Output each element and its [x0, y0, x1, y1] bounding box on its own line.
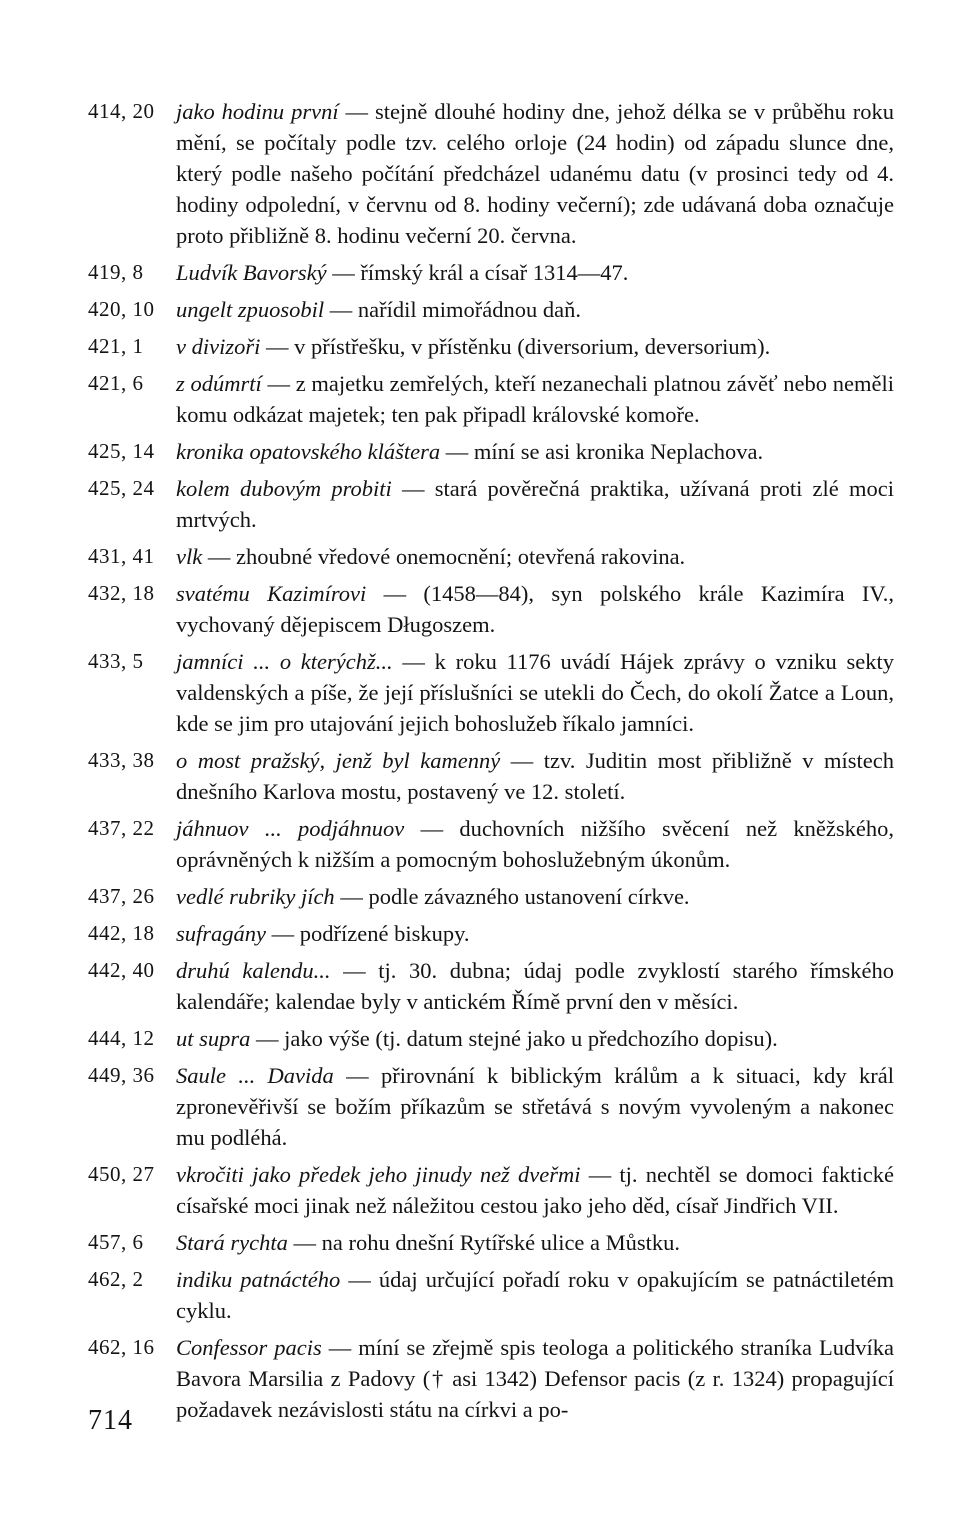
note-entry — [88, 955, 894, 1017]
note-entry — [88, 294, 894, 325]
note-lemma: Ludvík Bavorský — [176, 260, 327, 285]
note-explanation: — stejně dlouhé hodiny dne, jehož délka se v průběhu roku mění, se počítaly podle tzv. celého orloje (24 hodin) od západu slunce dne, který podle našeho počítání předcházel udanému datu (v prosinci tedy od 4. hodiny odpolední, v červnu od 8. hodiny večerní); zde udávaná doba označuje proto přibližně 8. hodinu večerní 20. června. — [176, 99, 895, 248]
note-explanation: — tzv. Juditin most přibližně v místech dnešního Karlova mostu, postavený ve 12. století. — [176, 748, 894, 804]
note-entry — [88, 1264, 894, 1326]
page-number: 714 — [88, 1405, 133, 1436]
note-entry — [88, 436, 894, 467]
note-entry — [88, 96, 894, 251]
note-explanation: — římský král a císař 1314—47. — [326, 260, 629, 285]
note-reference: 462, 16 — [88, 1335, 155, 1359]
note-reference: 437, 22 — [88, 816, 155, 840]
note-lemma: kronika opatovského kláštera — [176, 439, 441, 464]
explanatory-notes — [88, 96, 894, 1431]
note-reference: 420, 10 — [88, 297, 155, 321]
note-explanation: — k roku 1176 uvádí Hájek zprávy o vzniku sekty valdenských a píše, že její příslušníci se utekli do Čech, do okolí Žatce a Loun, kde se jim pro utajování jejich bohoslužeb říkalo jamníci. — [176, 649, 894, 736]
note-reference: 419, 8 — [88, 260, 144, 284]
note-reference: 425, 24 — [88, 476, 155, 500]
note-lemma: kolem dubovým probiti — [176, 476, 392, 501]
note-reference: 425, 14 — [88, 439, 155, 463]
note-lemma: vkročiti jako předek jeho jinudy než dveřmi — [176, 1162, 581, 1187]
note-explanation: — míní se zřejmě spis teologa a politického straníka Ludvíka Bavora Marsilia z Padovy († asi 1342) Defensor pacis (z r. 1324) propagující požadavek nezávislosti státu na církvi a po- — [176, 1335, 894, 1422]
note-entry — [88, 1060, 894, 1153]
note-entry — [88, 881, 894, 912]
note-lemma: vedlé rubriky jích — [176, 884, 335, 909]
note-explanation: — tj. nechtěl se domoci faktické císařské moci jinak než náležitou cestou jako jeho děd, císař Jindřich VII. — [176, 1162, 894, 1218]
note-lemma: vlk — [176, 544, 203, 569]
note-lemma: jáhnuov ... podjáhnuov — [176, 816, 405, 841]
note-lemma: Confessor pacis — [176, 1335, 322, 1360]
note-lemma: Stará rychta — [176, 1230, 288, 1255]
note-explanation: — tj. 30. dubna; údaj podle zvyklostí starého římského kalendáře; kalendae byly v antickém Římě první den v měsíci. — [176, 958, 894, 1014]
note-explanation: — z majetku zemřelých, kteří nezanechali platnou závěť nebo neměli komu odkázat majetek; ten pak připadl královské komoře. — [176, 371, 894, 427]
note-reference: 442, 40 — [88, 958, 155, 982]
note-entry — [88, 918, 894, 949]
note-lemma: z odúmrtí — [176, 371, 262, 396]
note-lemma: svatému Kazimírovi — [176, 581, 367, 606]
note-lemma: ut supra — [176, 1026, 251, 1051]
note-reference: 462, 2 — [88, 1267, 144, 1291]
note-explanation: — jako výše (tj. datum stejné jako u předchozího dopisu). — [250, 1026, 778, 1051]
note-entry — [88, 257, 894, 288]
note-explanation: — nařídil mimořádnou daň. — [324, 297, 581, 322]
note-explanation: — v přístřešku, v přístěnku (diversorium, deversorium). — [260, 334, 771, 359]
note-lemma: sufragány — [176, 921, 266, 946]
note-reference: 433, 5 — [88, 649, 144, 673]
note-lemma: jako hodinu první — [176, 99, 339, 124]
note-lemma: v divizoři — [176, 334, 261, 359]
note-entry — [88, 473, 894, 535]
note-entry — [88, 1332, 894, 1425]
note-reference: 437, 26 — [88, 884, 155, 908]
note-entry — [88, 578, 894, 640]
note-reference: 450, 27 — [88, 1162, 155, 1186]
note-reference: 442, 18 — [88, 921, 155, 945]
note-reference: 433, 38 — [88, 748, 155, 772]
note-entry — [88, 646, 894, 739]
note-reference: 449, 36 — [88, 1063, 155, 1087]
note-explanation: — podřízené biskupy. — [266, 921, 470, 946]
note-explanation: — míní se asi kronika Neplachova. — [440, 439, 764, 464]
note-explanation: — na rohu dnešní Rytířské ulice a Můstku. — [287, 1230, 681, 1255]
note-explanation: — stará pověrečná praktika, užívaná proti zlé moci mrtvých. — [176, 476, 894, 532]
note-lemma: Saule ... Davida — [176, 1063, 334, 1088]
note-entry — [88, 1023, 894, 1054]
note-explanation: — přirovnání k biblickým králům a k situaci, kdy král zpronevěřivší se božím příkazům se střetává s novým vyvoleným a nakonec mu podléhá. — [176, 1063, 894, 1150]
note-entry — [88, 331, 894, 362]
note-entry — [88, 813, 894, 875]
note-reference: 421, 1 — [88, 334, 144, 358]
note-explanation: — zhoubné vředové onemocnění; otevřená rakovina. — [202, 544, 686, 569]
note-lemma: ungelt zpuosobil — [176, 297, 325, 322]
note-explanation: — podle závazného ustanovení církve. — [334, 884, 690, 909]
note-reference: 432, 18 — [88, 581, 155, 605]
note-reference: 444, 12 — [88, 1026, 155, 1050]
note-entry — [88, 368, 894, 430]
note-entry — [88, 745, 894, 807]
note-reference: 431, 41 — [88, 544, 155, 568]
note-lemma: jamníci ... o kterýchž... — [176, 649, 393, 674]
note-explanation: — údaj určující pořadí roku v opakujícím se patnáctiletém cyklu. — [176, 1267, 895, 1323]
note-lemma: o most pražský, jenž byl kamenný — [176, 748, 501, 773]
note-entry — [88, 1227, 894, 1258]
note-explanation: — duchovních nižšího svěcení než kněžského, oprávněných k nižším a pomocným bohoslužebným úkonům. — [176, 816, 894, 872]
note-entry — [88, 1159, 894, 1221]
note-lemma: indiku patnáctého — [176, 1267, 341, 1292]
note-entry — [88, 541, 894, 572]
note-lemma: druhú kalendu... — [176, 958, 331, 983]
note-explanation: — (1458—84), syn polského krále Kazimíra IV., vychovaný dějepiscem Długoszem. — [176, 581, 895, 637]
note-reference: 414, 20 — [88, 99, 155, 123]
note-reference: 457, 6 — [88, 1230, 144, 1254]
note-reference: 421, 6 — [88, 371, 144, 395]
